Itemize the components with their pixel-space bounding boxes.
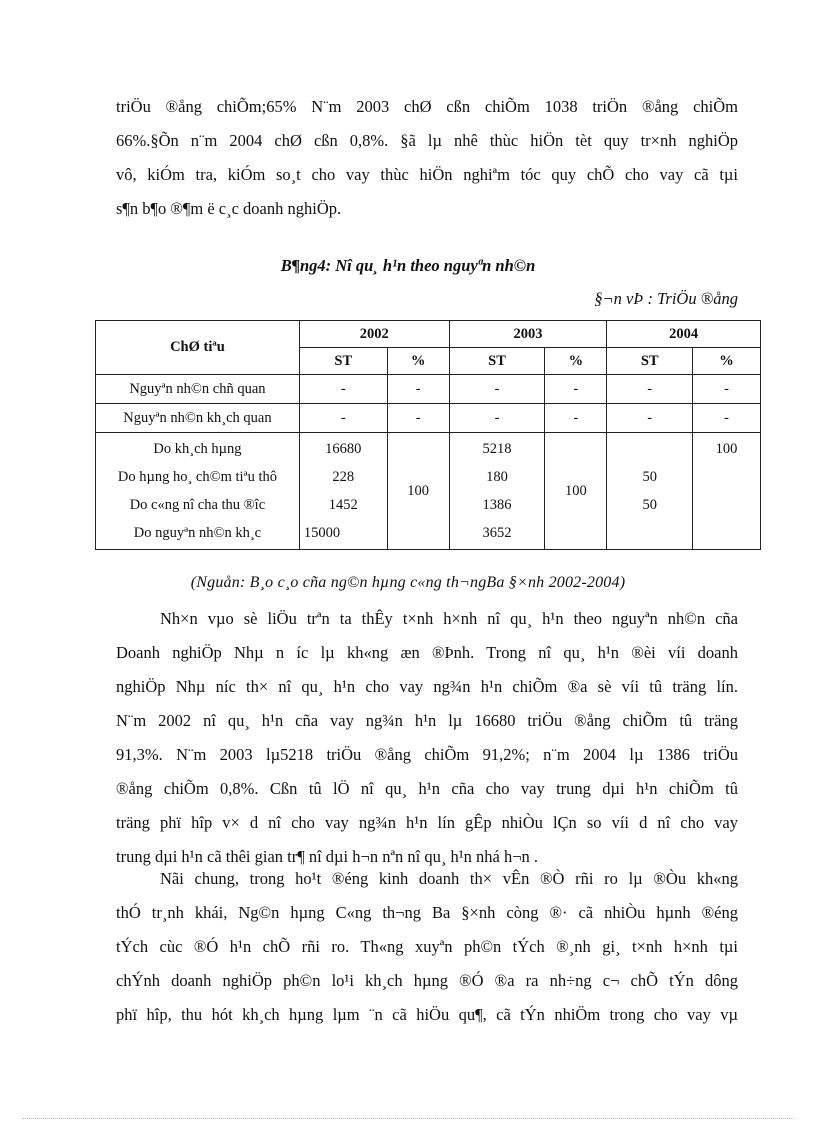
row-label: Do nguyªn nh©n kh¸c	[133, 525, 262, 541]
header-year: 2003	[449, 321, 607, 348]
st-2004-cell	[607, 433, 693, 550]
paragraph-1	[116, 90, 738, 226]
text-line: 66%.§Õn n¨m 2004 chØ cßn 0,8%. §ã lµ nhê thùc hiÖn tèt quy tr×nh nghiÖp	[116, 131, 738, 150]
row-label: Do kh¸ch hµng	[153, 441, 242, 457]
header-pct: %	[545, 348, 607, 375]
table-cell: 16680	[325, 441, 362, 457]
text-line: chÝnh doanh nghiÖp ph©n lo¹i kh¸ch hµng ®Ó ®a ra nh÷ng c¬ chÕ tÝn dông	[116, 971, 738, 990]
header-st: ST	[299, 348, 387, 375]
text-line: Nãi chung, trong ho¹t ®éng kinh doanh th× vÊn ®Ò rñi ro lµ ®Òu kh«ng	[160, 869, 738, 888]
table-cell: 15000	[303, 525, 341, 541]
unit-label: §¬n vÞ : TriÖu ®ång	[594, 289, 738, 308]
header-st: ST	[449, 348, 545, 375]
table-row	[96, 433, 761, 550]
table-cell: -	[545, 375, 607, 404]
table-cell: -	[387, 404, 449, 433]
st-2002-cell	[299, 433, 387, 550]
table-cell: -	[387, 375, 449, 404]
text-line: Nh×n vµo sè liÖu trªn ta thÊy t×nh h×nh nî qu¸ h¹n theo nguyªn nh©n cña	[160, 609, 738, 628]
table-cell: 100	[545, 433, 607, 550]
table-row	[96, 404, 761, 433]
table-cell: -	[545, 404, 607, 433]
text-line: Doanh nghiÖp Nhµ n íc lµ kh«ng æn ®Þnh. Trong nî qu¸ h¹n ®èi víi doanh	[116, 643, 738, 662]
row-label: Nguyªn nh©n chñ quan	[96, 375, 300, 404]
table-row	[96, 375, 761, 404]
table-cell: 228	[332, 469, 355, 485]
text-line: 91,3%. N¨m 2003 lµ5218 triÖu ®ång chiÕm 91,2%; n¨m 2004 lµ 1386 triÖu	[116, 745, 738, 764]
overdue-debt-table	[95, 320, 761, 550]
header-indicator: ChØ tiªu	[96, 321, 300, 375]
text-line: phï hîp, thu hót kh¸ch hµng lµm ¨n cã hiÖu qu¶, cã tÝn nhiÖm trong cho vay vµ	[116, 1005, 738, 1024]
row-label: Nguyªn nh©n kh¸ch quan	[96, 404, 300, 433]
text-line: ®ång chiÕm 0,8%. Cßn tû lÖ nî qu¸ h¹n cña cho vay trung dµi h¹n chiÕm tû	[116, 779, 738, 798]
table-cell: 180	[486, 469, 508, 485]
table-title: B¶ng4: Nî qu¸ h¹n theo nguyªn nh©n	[280, 256, 536, 275]
text-line: s¶n b¶o ®¶m ë c¸c doanh nghiÖp.	[116, 199, 342, 218]
table-cell: -	[607, 404, 693, 433]
table-cell: -	[607, 375, 693, 404]
table-cell: -	[693, 375, 761, 404]
st-2003-cell	[449, 433, 545, 550]
text-line: trung dµi h¹n cã thêi gian tr¶ nî dµi h¬n nªn nî qu¸ h¹n nhá h¬n .	[116, 847, 539, 866]
table-cell: 50	[642, 469, 657, 485]
paragraph-2	[116, 602, 738, 874]
row-label: Do c«ng nî cha thu ®îc	[129, 497, 266, 513]
table-cell: 100	[715, 441, 738, 457]
text-line: N¨m 2002 nî qu¸ h¹n cña vay ng¾n h¹n lµ 16680 triÖu ®ång chiÕm tû träng	[116, 711, 738, 730]
text-line: thÓ tr¸nh khái, Ng©n hµng C«ng th¬ng Ba §×nh còng ®· cã nhiÒu hµnh ®éng	[116, 903, 738, 922]
row-label: Do hµng ho¸ ch©m tiªu thô	[117, 469, 277, 485]
table-cell: -	[299, 375, 387, 404]
text-line: nghiÖp Nhµ níc th× nî qu¸ h¹n cho vay ng¾n h¹n chiÕm ®a sè víi tû träng lín.	[116, 677, 738, 696]
table-cell: -	[693, 404, 761, 433]
paragraph-3	[116, 862, 738, 1032]
table-source: (Nguån: B¸o c¸o cña ng©n hµng c«ng th¬ngBa §×nh 2002-2004)	[190, 574, 626, 591]
table-cell: 3652	[482, 525, 512, 541]
table-cell: 5218	[482, 441, 512, 457]
table-cell: 1386	[482, 497, 512, 513]
text-line: träng phï hîp v× d nî cho vay ng¾n h¹n lín gÊp nhiÒu lÇn so víi d nî cho vay	[116, 813, 738, 832]
header-st: ST	[607, 348, 693, 375]
table-cell: -	[449, 375, 545, 404]
table-cell: 100	[387, 433, 449, 550]
text-line: tÝch cùc ®Ó h¹n chÕ rñi ro. Th«ng xuyªn ph©n tÝch ®¸nh gi¸ t×nh h×nh tµi	[116, 937, 738, 956]
table-cell: -	[449, 404, 545, 433]
header-year: 2002	[299, 321, 449, 348]
header-pct: %	[387, 348, 449, 375]
pct-2004-cell	[693, 433, 761, 550]
header-pct: %	[693, 348, 761, 375]
detail-labels	[96, 433, 300, 550]
table-cell: -	[299, 404, 387, 433]
text-line: triÖu ®ång chiÕm;65% N¨m 2003 chØ cßn chiÕm 1038 triÖn ®ång chiÕm	[116, 97, 738, 116]
header-year: 2004	[607, 321, 761, 348]
page-bottom-divider	[22, 1118, 794, 1119]
text-line: vô, kiÓm tra, kiÓm so¸t cho vay thùc hiÖn nghiªm tóc quy chÕ cho vay cã tµi	[116, 165, 738, 184]
table-cell: 1452	[328, 497, 358, 513]
table-cell: 50	[642, 497, 657, 513]
